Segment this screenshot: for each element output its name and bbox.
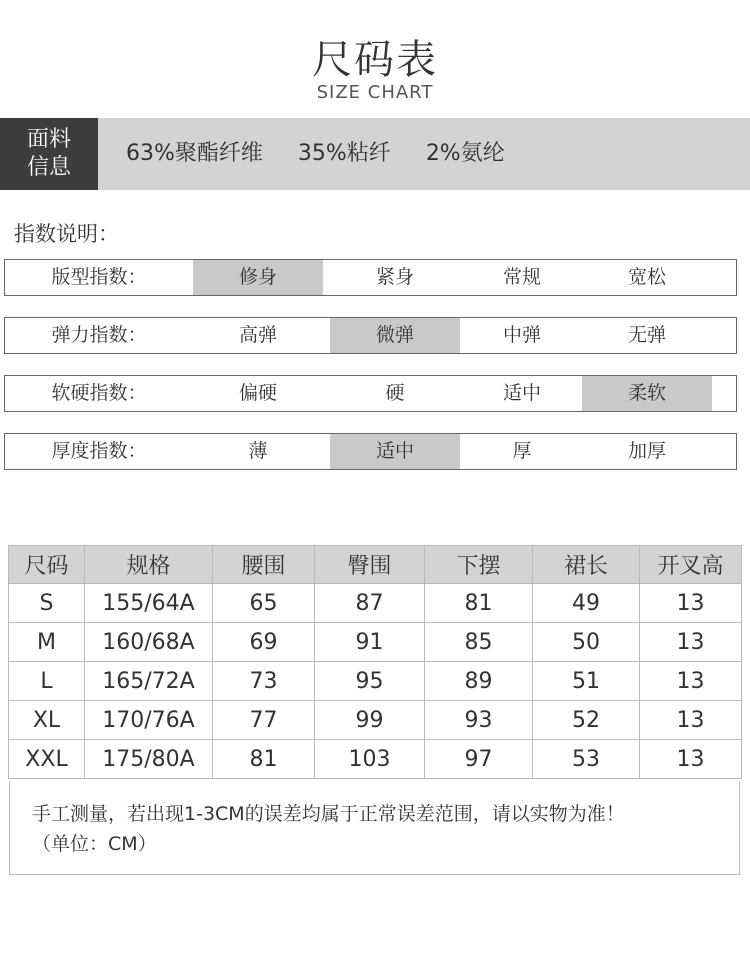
fabric-label-line2: 信息 — [26, 155, 71, 180]
size-table-header-cell: 规格 — [85, 546, 213, 584]
table-cell: 77 — [213, 701, 315, 740]
table-cell: 69 — [213, 623, 315, 662]
table-cell: 13 — [640, 623, 742, 662]
table-row — [9, 662, 742, 701]
size-table-header-cell: 下摆 — [425, 546, 533, 584]
table-cell: 49 — [533, 584, 640, 623]
table-cell: 65 — [213, 584, 315, 623]
fabric-item: 35%粘纤 — [297, 141, 391, 166]
table-cell: 97 — [425, 740, 533, 779]
index-option: 薄 — [248, 440, 268, 462]
index-option: 微弹 — [330, 318, 460, 353]
size-table-header-cell: 裙长 — [533, 546, 640, 584]
table-cell: 170/76A — [85, 701, 213, 740]
index-option: 中弹 — [502, 324, 541, 346]
index-row-label: 软硬指数： — [51, 382, 147, 404]
table-cell: 53 — [533, 740, 640, 779]
page-title: 尺码表 — [312, 37, 438, 83]
index-option: 柔软 — [582, 376, 712, 411]
table-cell: XXL — [9, 740, 85, 779]
table-cell: 175/80A — [85, 740, 213, 779]
table-cell: 50 — [533, 623, 640, 662]
table-cell: S — [9, 584, 85, 623]
fabric-item: 63%聚酯纤维 — [126, 141, 263, 166]
index-row-label: 弹力指数： — [51, 324, 147, 346]
fabric-label-line1: 面料 — [26, 127, 71, 152]
index-option: 高弹 — [238, 324, 277, 346]
fabric-info-label — [0, 118, 98, 190]
table-cell: 87 — [315, 584, 425, 623]
table-cell: 93 — [425, 701, 533, 740]
size-table-header-cell: 腰围 — [213, 546, 315, 584]
note-line2: （单位：CM） — [32, 833, 157, 855]
index-option: 宽松 — [627, 266, 666, 288]
table-cell: 155/64A — [85, 584, 213, 623]
table-cell: 89 — [425, 662, 533, 701]
size-table-header — [9, 546, 742, 584]
index-option: 紧身 — [375, 266, 414, 288]
table-cell: 85 — [425, 623, 533, 662]
measurement-note — [9, 781, 740, 875]
table-row — [9, 584, 742, 623]
index-row-label: 版型指数： — [51, 266, 147, 288]
index-row — [4, 433, 737, 470]
table-cell: 91 — [315, 623, 425, 662]
fabric-item: 2%氨纶 — [425, 141, 505, 166]
index-row-label: 厚度指数： — [51, 440, 147, 462]
index-section-title: 指数说明： — [14, 222, 119, 246]
table-cell: 73 — [213, 662, 315, 701]
size-table — [8, 545, 742, 779]
table-cell: 13 — [640, 740, 742, 779]
table-cell: XL — [9, 701, 85, 740]
table-cell: 103 — [315, 740, 425, 779]
index-option: 偏硬 — [238, 382, 277, 404]
table-cell: 52 — [533, 701, 640, 740]
index-row — [4, 375, 737, 412]
size-table-header-cell: 尺码 — [9, 546, 85, 584]
table-cell: M — [9, 623, 85, 662]
index-option: 适中 — [502, 382, 541, 404]
table-cell: 51 — [533, 662, 640, 701]
table-cell: 13 — [640, 584, 742, 623]
index-option: 适中 — [330, 434, 460, 469]
index-row — [4, 259, 737, 296]
index-option: 常规 — [502, 266, 541, 288]
index-option: 加厚 — [627, 440, 666, 462]
table-cell: 95 — [315, 662, 425, 701]
table-cell: 99 — [315, 701, 425, 740]
fabric-info-bar — [0, 118, 750, 190]
table-cell: 13 — [640, 701, 742, 740]
index-option: 厚 — [512, 440, 532, 462]
index-option: 无弹 — [627, 324, 666, 346]
table-cell: 81 — [213, 740, 315, 779]
fabric-composition — [126, 118, 533, 190]
size-table-header-cell: 臀围 — [315, 546, 425, 584]
page-subtitle: SIZE CHART — [316, 82, 434, 103]
table-row — [9, 740, 742, 779]
table-cell: 160/68A — [85, 623, 213, 662]
table-cell: L — [9, 662, 85, 701]
index-option: 硬 — [385, 382, 405, 404]
table-row — [9, 701, 742, 740]
table-cell: 13 — [640, 662, 742, 701]
table-row — [9, 623, 742, 662]
index-option: 修身 — [193, 260, 323, 295]
table-cell: 81 — [425, 584, 533, 623]
index-row — [4, 317, 737, 354]
size-table-header-cell: 开叉高 — [640, 546, 742, 584]
note-line1: 手工测量，若出现1-3CM的误差均属于正常误差范围，请以实物为准！ — [32, 803, 625, 825]
table-cell: 165/72A — [85, 662, 213, 701]
